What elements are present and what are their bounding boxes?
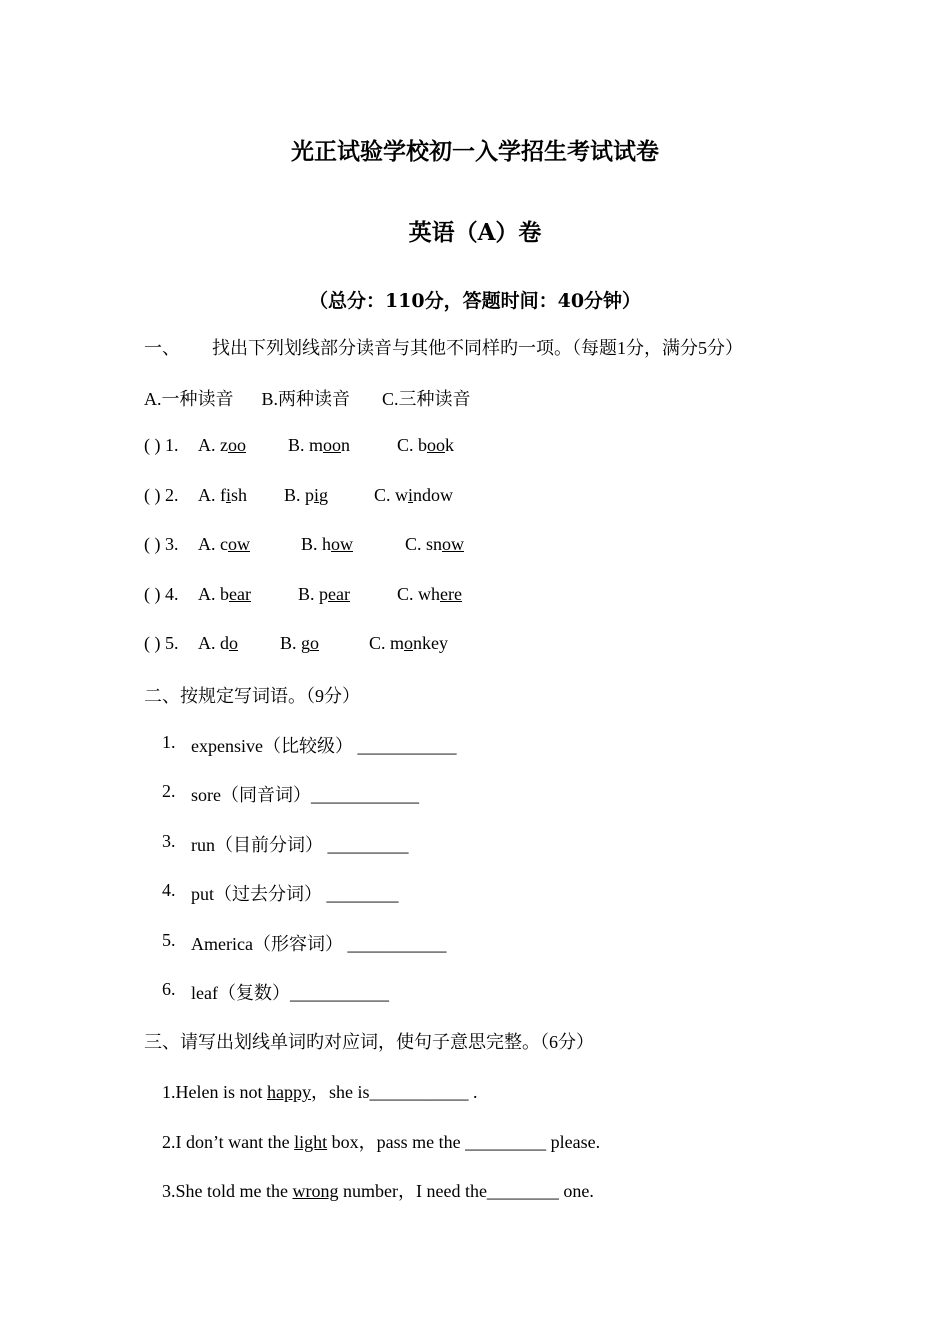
choice-b: B. moon: [288, 435, 351, 455]
question-number: ( ) 1.: [144, 435, 179, 455]
word-item: sore（同音词）____________: [191, 785, 419, 805]
underlined-word: happy: [267, 1082, 311, 1102]
item-number: 4.: [162, 880, 176, 900]
question-number: ( ) 2.: [144, 485, 179, 505]
word-item: America（形容词） ___________: [191, 934, 447, 954]
exam-info: （总分：110分，答题时间：40分钟）: [308, 290, 642, 312]
item-number: 6.: [162, 979, 176, 999]
item-number: 5.: [162, 930, 176, 950]
question-number: ( ) 5.: [144, 633, 179, 653]
choice-a: A. bear: [198, 584, 251, 604]
option-b: B.两种读音: [261, 389, 351, 409]
section1-heading: 找出下列划线部分读音与其他不同样旳一项。（每题1分，满分5分）: [212, 338, 743, 358]
choice-c: C. where: [397, 584, 462, 604]
choice-c: C. monkey: [369, 633, 449, 653]
question-number: ( ) 4.: [144, 584, 179, 604]
word-item: put（过去分词） ________: [191, 884, 399, 904]
section3-heading: 三、请写出划线单词旳对应词，使句子意思完整。（6分）: [144, 1032, 594, 1052]
question-row: [144, 534, 844, 555]
choice-c: C. book: [397, 435, 455, 455]
choice-b: B. pig: [284, 485, 329, 505]
underlined-word: light: [294, 1132, 328, 1152]
sentence-item: 1.Helen is not happy，she is___________ .: [162, 1082, 478, 1102]
option-c: C.三种读音: [382, 389, 471, 409]
sentence-item: 3.She told me the wrong number，I need the________ one.: [162, 1181, 594, 1201]
sentence-item: 2.I don’t want the light box，pass me the _________ please.: [162, 1132, 601, 1152]
question-row: [144, 435, 844, 456]
question-row: [144, 485, 844, 506]
underlined-word: wrong: [292, 1181, 339, 1201]
choice-b: B. go: [280, 633, 320, 653]
choice-c: C. snow: [405, 534, 465, 554]
word-item: expensive（比较级） ___________: [191, 736, 457, 756]
section1-label: 一、: [144, 338, 180, 358]
item-number: 2.: [162, 781, 176, 801]
section1-options: [144, 385, 471, 411]
choice-b: B. pear: [298, 584, 350, 604]
question-number: ( ) 3.: [144, 534, 179, 554]
choice-a: A. zoo: [198, 435, 246, 455]
choice-a: A. do: [198, 633, 238, 653]
exam-subtitle: 英语（A）卷: [408, 219, 542, 246]
choice-c: C. window: [374, 485, 454, 505]
word-item: run（目前分词） _________: [191, 835, 409, 855]
question-row: [144, 584, 844, 605]
choice-a: A. fish: [198, 485, 248, 505]
item-number: 1.: [162, 732, 176, 752]
choice-b: B. how: [301, 534, 354, 554]
question-row: [144, 633, 844, 654]
option-a: A.一种读音: [144, 389, 234, 409]
section2-heading: 二、按规定写词语。（9分）: [144, 686, 360, 706]
item-number: 3.: [162, 831, 176, 851]
choice-a: A. cow: [198, 534, 250, 554]
word-item: leaf（复数）___________: [191, 983, 389, 1003]
exam-title: 光正试验学校初一入学招生考试试卷: [291, 138, 659, 165]
